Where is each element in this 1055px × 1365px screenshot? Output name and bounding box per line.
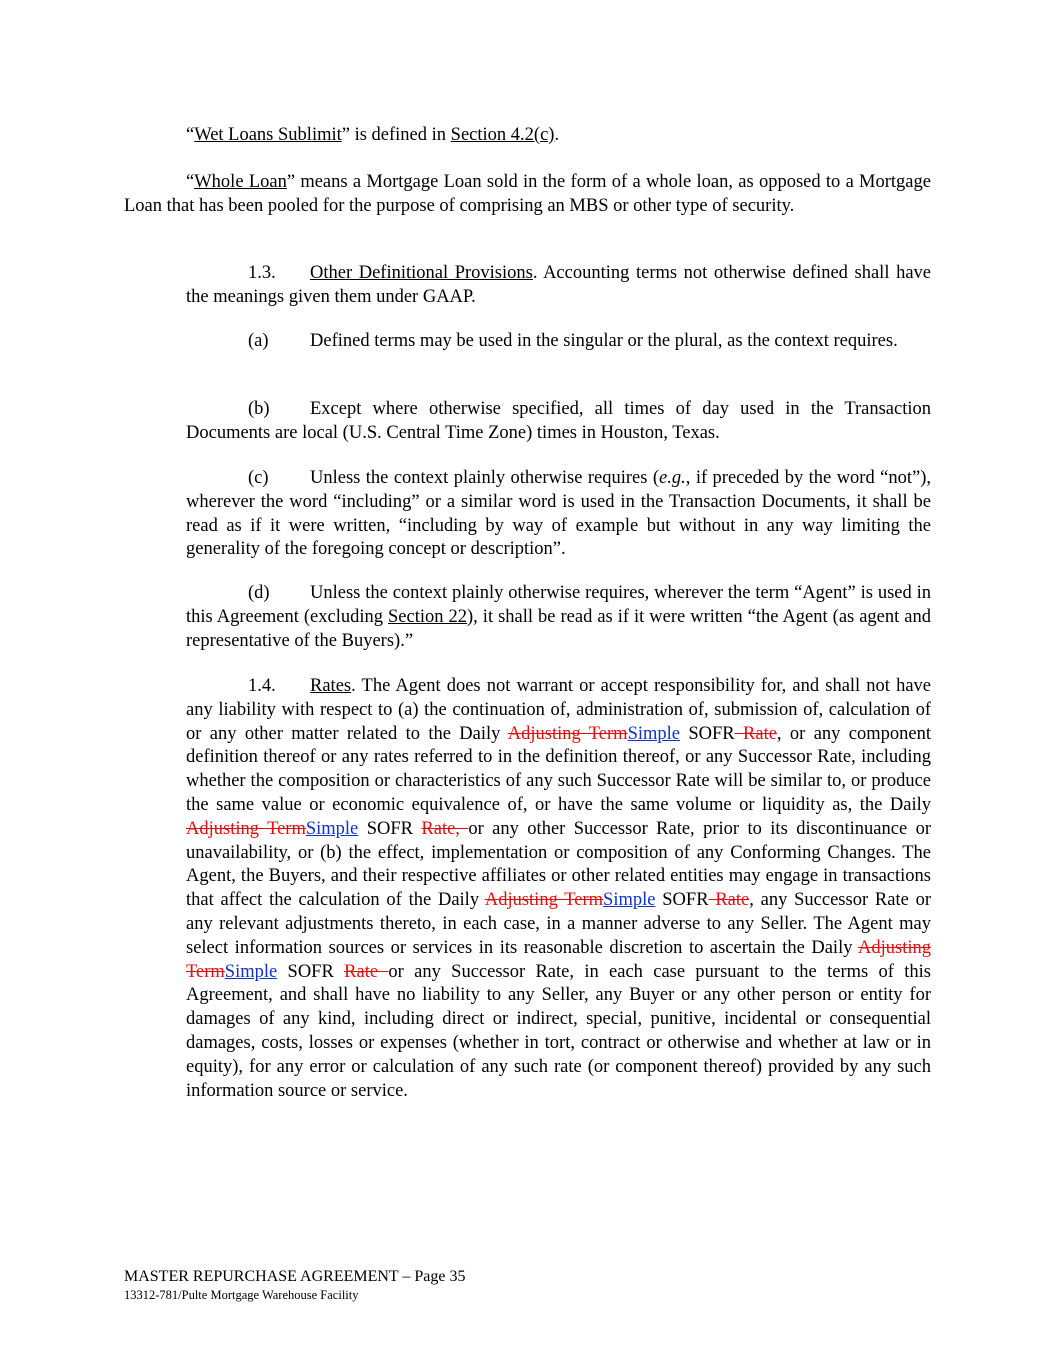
section-heading: Rates bbox=[310, 676, 352, 696]
section-1-4-rates: 1.4. Rates. The Agent does not warrant or accept responsibility for, and shall not have any liability with respect to (a) the continuation of, administration of, submission of, calculation of or any other matter related to the Daily Adjusting TermSimple SOFR Rate, or any component definition thereof or any rates referred to in the definition thereof, or any Successor Rate, including whether the composition or characteristics of any such Successor Rate will be similar to, or produce the same value or economic equivalence of, or have the same volume or liquidity as, the Daily Adjusting TermSimple SOFR Rate, or any other Successor Rate, prior to its discontinuance or unavailability, or (b) the effect, implementation or composition of any Conforming Changes. The Agent, the Buyers, and their respective affiliates or other related entities may engage in transactions that affect the calculation of the Daily Adjusting TermSimple SOFR Rate, any Successor Rate or any relevant adjustments thereto, in each case, in a manner adverse to any Seller. The Agent may select information sources or services in its reasonable discretion to ascertain the Daily Adjusting TermSimple SOFR Rate or any Successor Rate, in each case pursuant to the terms of this Agreement, and shall have no liability to any Seller, any Buyer or any other person or entity for damages of any kind, including direct or indirect, special, punitive, incidental or consequential damages, costs, losses or expenses (whether in tort, contract or otherwise and whether at law or in equity), for any error or calculation of any such rate (or component thereof) provided by any such information source or service. bbox=[186, 676, 931, 1101]
deleted-text: Adjusting Term bbox=[186, 818, 306, 839]
clause-label: (c) bbox=[248, 468, 269, 488]
clause-label: (d) bbox=[248, 583, 270, 603]
section-number: 1.3. bbox=[248, 263, 276, 283]
deleted-text: Rate bbox=[708, 890, 750, 911]
defined-term: Wet Loans Sublimit bbox=[194, 125, 342, 145]
inserted-text: Simple bbox=[627, 723, 680, 744]
inserted-text: Simple bbox=[224, 961, 278, 982]
clause-a: (a) Defined terms may be used in the singular or the plural, as the context requires. bbox=[186, 330, 931, 354]
clause-label: (a) bbox=[248, 331, 269, 351]
clause-d: (d) Unless the context plainly otherwise requires, wherever the term “Agent” is used in this Agreement (excluding Section 22), it shall be read as if it were written “the Agent (as agent and representative of the Buyers).” bbox=[186, 583, 931, 651]
inserted-text: Simple bbox=[305, 818, 359, 839]
clause-b: (b) Except where otherwise specified, all times of day used in the Transaction Documents are local (U.S. Central Time Zone) times in Houston, Texas. bbox=[186, 399, 931, 443]
deleted-text: Rate bbox=[344, 961, 389, 982]
clause-label: (b) bbox=[248, 399, 270, 419]
footer-title: MASTER REPURCHASE AGREEMENT – Page 35 bbox=[124, 1268, 466, 1285]
section-reference: Section 4.2(c) bbox=[450, 125, 555, 145]
defined-term: Whole Loan bbox=[194, 172, 287, 192]
inserted-text: Simple bbox=[603, 890, 656, 911]
section-1-3: 1.3. Other Definitional Provisions. Accounting terms not otherwise defined shall have the meanings given them under GAAP. bbox=[186, 263, 931, 307]
definition-whole-loan: “Whole Loan” means a Mortgage Loan sold in the form of a whole loan, as opposed to a Mortgage Loan that has been pooled for the purpose of comprising an MBS or other type of security. bbox=[124, 172, 931, 216]
clause-c: (c) Unless the context plainly otherwise requires (e.g., if preceded by the word “not”), wherever the word “including” or a similar word is used in the Transaction Documents, it shall be read as if it were written, “including by way of example but without in any way limiting the generality of the foregoing concept or description”. bbox=[186, 468, 931, 560]
section-reference: Section 22 bbox=[388, 606, 468, 627]
section-number: 1.4. bbox=[248, 676, 276, 696]
footer-document-id: 13312-781/Pulte Mortgage Warehouse Facility bbox=[124, 1288, 359, 1302]
definition-wet-loans-sublimit: “Wet Loans Sublimit” is defined in Section 4.2(c). bbox=[186, 125, 560, 145]
deleted-text: Adjusting Term bbox=[507, 723, 628, 744]
section-heading: Other Definitional Provisions bbox=[310, 263, 533, 283]
deleted-text: Adjusting Term bbox=[484, 890, 604, 911]
deleted-text: Adjusting Term bbox=[186, 937, 931, 982]
deleted-text: Rate, bbox=[421, 818, 469, 839]
deleted-text: Rate bbox=[734, 723, 777, 744]
